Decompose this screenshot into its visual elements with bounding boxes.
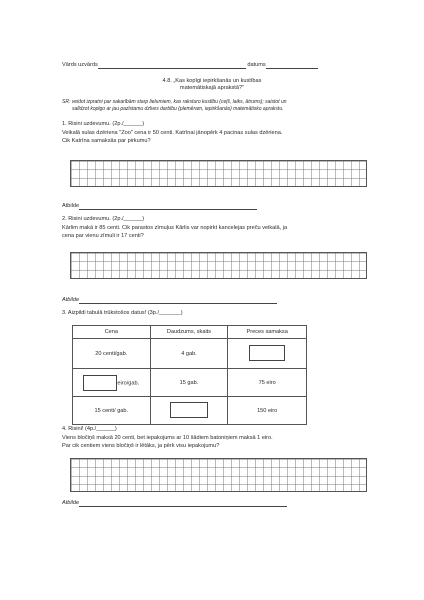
- task2-work-grid[interactable]: [70, 252, 367, 279]
- table-cell: 4 gab.: [150, 339, 228, 369]
- task2-line-2: cena par vienu zīmuli ir 17 centi?: [62, 233, 144, 239]
- task1-answer-label: Atbilde: [62, 203, 80, 209]
- date-field[interactable]: [266, 62, 318, 69]
- title-line-1: 4.8. „Kas kopīgi iepirkšanās un kustības: [162, 78, 262, 84]
- goal-line-2: salīdzot kopīgo ar jau pazīstamu dzīves darbību (plemēram, iepirkšanās) matemātisko aprakstu.: [72, 105, 284, 112]
- title-line-2: matemātiskajā aprakstā?": [179, 85, 245, 91]
- task4-line-2: Par cik centiem viens bločiņš ir lētāks, ja pērk visu iepakojumu?: [62, 443, 220, 449]
- table-cell-input: [228, 339, 307, 369]
- task2-line-1: Kārlim makā ir 85 centi. Cik parastos zīmuļus Kārlis var nopirkt kancelejas preču veikalā, ja: [62, 225, 288, 231]
- task4-work-grid[interactable]: [70, 458, 367, 492]
- table-cell: eiro/gab.: [117, 379, 140, 386]
- task1-line-1: Veikalā sulas dzēriena "Zoo" cena ir 50 centi. Katrīnai jānopērk 4 pacinas sulas dzēriena.: [62, 130, 283, 136]
- page-title: [0, 78, 424, 92]
- table-header-quantity: Daudzums, skaits: [150, 326, 228, 339]
- task1-work-grid[interactable]: [70, 160, 367, 187]
- table-header-price: Cena: [73, 326, 151, 339]
- table-cell-input: [73, 369, 151, 397]
- name-date-line: [62, 62, 318, 69]
- table-header-row: [73, 326, 307, 339]
- goal-prefix: SR:: [62, 99, 71, 105]
- answer-box[interactable]: [249, 345, 285, 361]
- table-header-total: Preces samaksa: [228, 326, 307, 339]
- table-row: [73, 397, 307, 425]
- table-cell: 150 eiro: [228, 397, 307, 425]
- date-label: datums: [247, 62, 266, 68]
- task2-answer-label: Atbilde: [62, 297, 80, 303]
- task4-answer: [62, 500, 287, 507]
- task4-heading: 4. Risini! (4p./______): [62, 426, 117, 432]
- task4-line-1: Viens bločiņš maksā 20 centi, bet iepakojums ar 10 šādiem batoniņiem maksā 1 eiro.: [62, 435, 273, 441]
- goal-line-1: veidot izpratni par sakarībām starp lielumiem, kas raksturo kustību (ceļš, laiks, ātrums); saistot un: [71, 99, 287, 105]
- table-cell: 75 eiro: [228, 369, 307, 397]
- task1-heading: 1. Risini uzdevumu. (2p./______): [62, 121, 145, 127]
- learning-goal: [62, 99, 362, 112]
- table-row: [73, 339, 307, 369]
- table-cell: 15 centi/ gab.: [73, 397, 151, 425]
- task4-answer-field[interactable]: [79, 500, 287, 507]
- name-field[interactable]: [98, 62, 246, 69]
- table-row: [73, 369, 307, 397]
- task1-answer: [62, 203, 257, 210]
- table-cell: 20 centi/gab.: [73, 339, 151, 369]
- task2-answer-field[interactable]: [79, 297, 277, 304]
- price-table: [72, 325, 307, 425]
- task2-heading: 2. Risini uzdevumu. (2p./______): [62, 216, 145, 222]
- answer-box[interactable]: [83, 375, 117, 391]
- task3-heading: 3. Aizpildi tabulā trūkstošos datus! (3p./_______): [62, 310, 183, 316]
- task1-answer-field[interactable]: [79, 203, 257, 210]
- table-cell: 15 gab.: [150, 369, 228, 397]
- task1-line-2: Cik Katrīna samaksās par pirkumu?: [62, 138, 151, 144]
- name-label: Vārds uzvārds: [62, 62, 98, 68]
- task4-answer-label: Atbilde: [62, 500, 80, 506]
- answer-box[interactable]: [170, 402, 208, 418]
- table-cell-input: [150, 397, 228, 425]
- task2-answer: [62, 297, 277, 304]
